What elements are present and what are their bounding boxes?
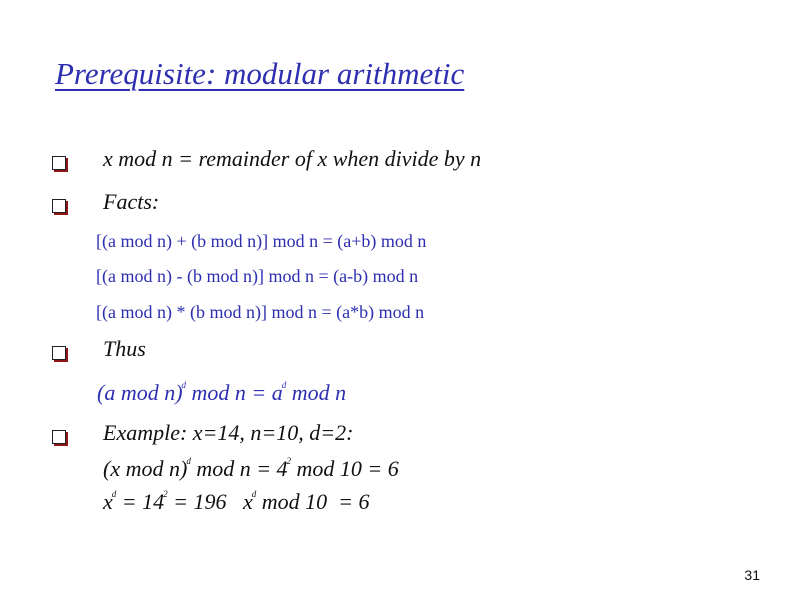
page-number: 31 [744, 567, 760, 583]
formula-exponent: d [186, 456, 191, 466]
formula-part: mod n = a [186, 380, 283, 405]
facts-label: Facts: [103, 189, 160, 214]
square-bullet-icon [52, 430, 66, 444]
example-line-3 [103, 489, 369, 515]
fact-addition: [(a mod n) + (b mod n)] mod n = (a+b) mod n [96, 231, 427, 251]
thus-label: Thus [103, 336, 146, 361]
fact-multiplication: [(a mod n) * (b mod n)] mod n = (a*b) mod n [96, 302, 425, 322]
square-bullet-icon [52, 199, 66, 213]
formula-part: mod 10 = 6 [291, 456, 399, 481]
formula-part: mod n [286, 380, 347, 405]
formula-exponent: 2 [286, 456, 292, 466]
definition-text: x mod n = remainder of x when divide by n [103, 146, 482, 171]
square-bullet-icon [52, 156, 66, 170]
example-line-2 [103, 456, 399, 482]
formula-part: (a mod n) [97, 380, 183, 405]
formula-part: x [103, 489, 113, 514]
formula-exponent: d [111, 489, 117, 499]
formula-part: mod n = 4 [190, 456, 288, 481]
formula-exponent: d [281, 380, 287, 390]
formula-part: = 14 [116, 489, 165, 514]
formula-part: (x mod n) [103, 456, 188, 481]
example-label: Example: x=14, n=10, d=2: [103, 420, 354, 445]
formula-exponent: d [251, 489, 257, 499]
formula-exponent: 2 [163, 489, 168, 499]
square-bullet-icon [52, 346, 66, 360]
fact-subtraction: [(a mod n) - (b mod n)] mod n = (a-b) mod n [96, 266, 419, 286]
slide-title: Prerequisite: modular arithmetic [55, 56, 465, 91]
formula-exponent: d [181, 380, 187, 390]
thus-formula [97, 380, 346, 406]
formula-part: = 196 x [167, 489, 253, 514]
formula-part: mod 10 = 6 [256, 489, 370, 514]
